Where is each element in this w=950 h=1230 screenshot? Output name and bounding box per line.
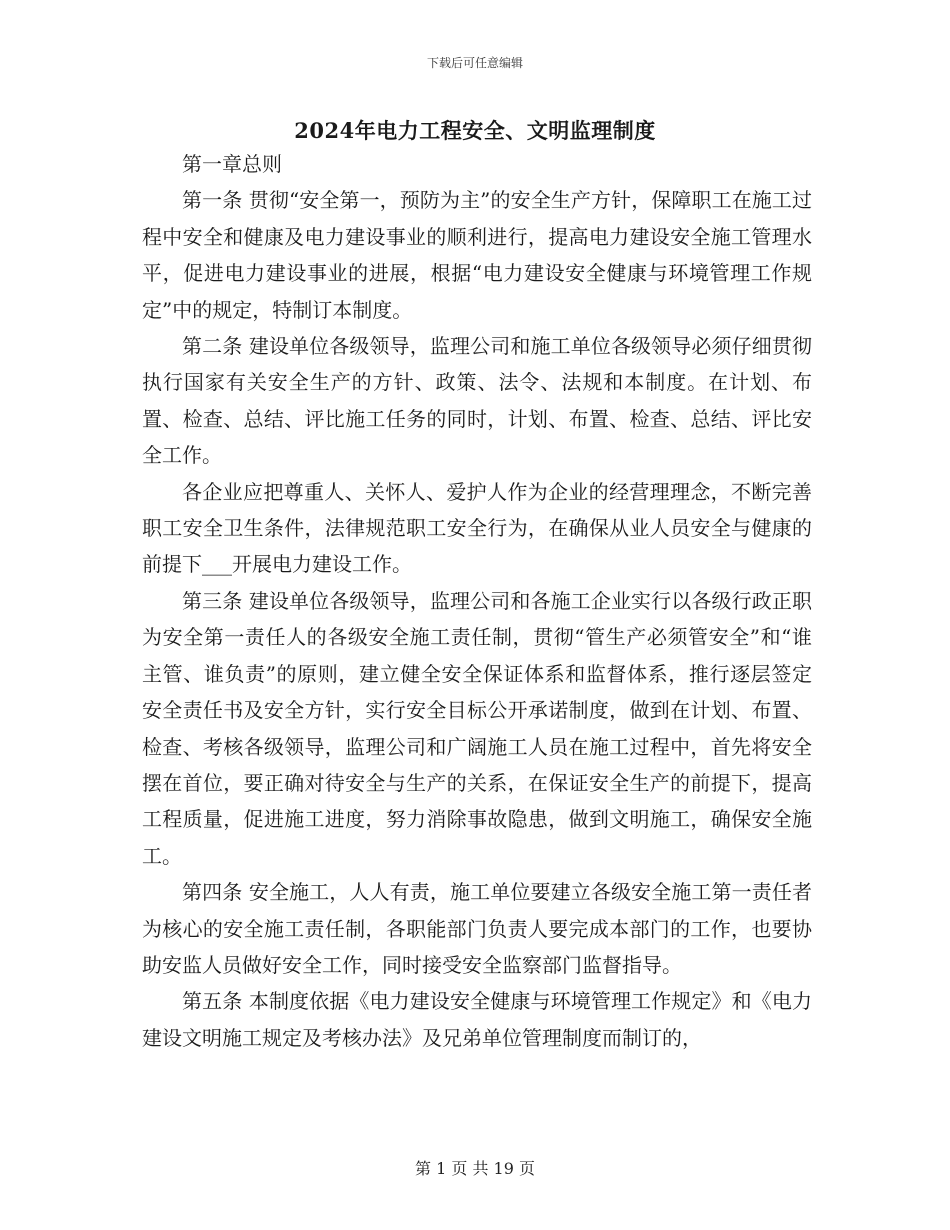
paragraph-article-2: 第二条 建设单位各级领导，监理公司和施工单位各级领导必须仔细贯彻执行国家有关安全生产的方针、政策、法令、法规和本制度。在计划、布置、检查、总结、评比施工任务的同时，计划、布置、检查、总结、评比安全工作。	[142, 334, 812, 468]
paragraph-article-3: 第三条 建设单位各级领导，监理公司和各施工企业实行以各级行政正职为安全第一责任人的各级安全施工责任制，贯彻“管生产必须管安全”和“谁主管、谁负责”的原则，建立健全安全保证体系和监督体系，推行逐层签定安全责任书及安全方针，实行安全目标公开承诺制度，做到在计划、布置、检查、考核各级领导，监理公司和广阔施工人员在施工过程中，首先将安全摆在首位，要正确对待安全与生产的关系，在保证安全生产的前提下，提高工程质量，促进施工进度，努力消除事故隐患，做到文明施工，确保安全施工。	[142, 588, 812, 868]
page-number-footer: 第 1 页 共 19 页	[415, 1159, 535, 1178]
chapter-heading: 第一章总则	[182, 152, 282, 176]
paragraph-article-2-supplement: 各企业应把尊重人、关怀人、爱护人作为企业的经营理理念，不断完善职工安全卫生条件，法律规范职工安全行为，在确保从业人员安全与健康的前提下___开展电力建设工作。	[142, 479, 812, 577]
paragraph-article-5: 第五条 本制度依据《电力建设安全健康与环境管理工作规定》和《电力建设文明施工规定及考核办法》及兄弟单位管理制度而制订的，	[142, 989, 812, 1050]
paragraph-article-1: 第一条 贯彻“安全第一，预防为主”的安全生产方针，保障职工在施工过程中安全和健康及电力建设事业的顺利进行，提高电力建设安全施工管理水平，促进电力建设事业的进展，根据“电力建设安全健康与环境管理工作规定”中的规定，特制订本制度。	[142, 188, 812, 322]
document-body	[142, 146, 812, 1056]
header-note: 下载后可任意编辑	[426, 56, 523, 70]
document-title: 2024年电力工程安全、文明监理制度	[294, 118, 656, 143]
paragraph-article-4: 第四条 安全施工，人人有责，施工单位要建立各级安全施工第一责任者为核心的安全施工责任制，各职能部门负责人要完成本部门的工作，也要协助安监人员做好安全工作，同时接受安全监察部门监督指导。	[142, 880, 812, 977]
